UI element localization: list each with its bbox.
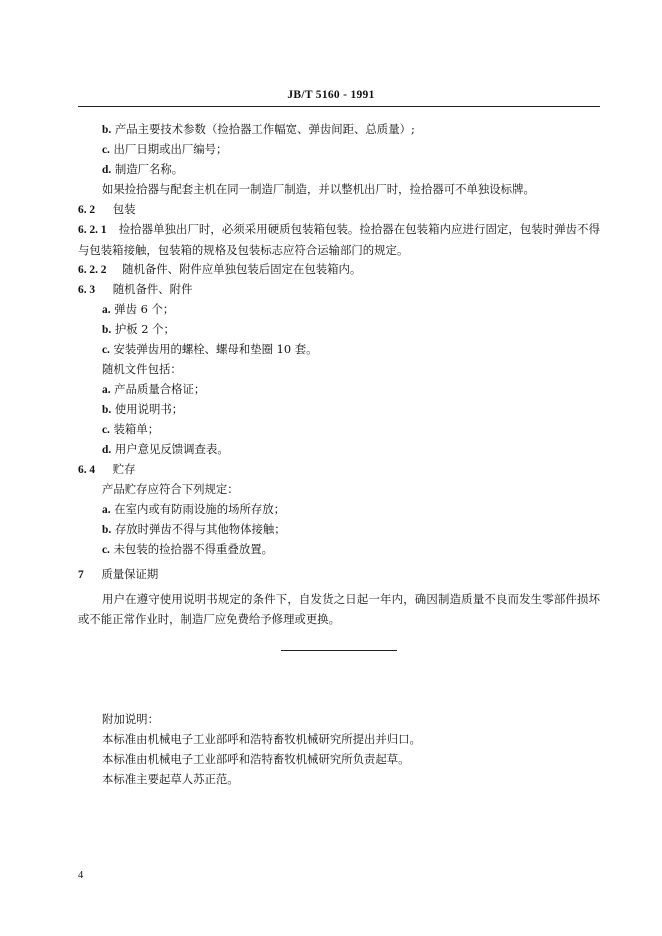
section-title: 贮存	[112, 462, 136, 476]
appendix-title: 附加说明：	[102, 712, 159, 726]
header-rule	[78, 106, 600, 107]
list-item	[102, 401, 183, 418]
list-item	[102, 341, 318, 358]
list-item-label: a.	[102, 504, 111, 516]
list-item-label: c.	[102, 544, 110, 556]
section-text: 捡拾器单独出厂时，必须采用硬质包装箱包装。捡拾器在包装箱内应进行固定，包装时弹齿不得与包装箱接触，包装箱的规格及包装标志应符合运输部门的规定。	[78, 222, 600, 257]
section-number: 6. 2	[78, 204, 96, 216]
list-item-label: a.	[102, 304, 111, 316]
appendix-line: 本标准由机械电子工业部呼和浩特畜牧机械研究所提出并归口。	[102, 732, 421, 746]
list-item-label: d.	[102, 444, 112, 456]
appendix-line: 本标准由机械电子工业部呼和浩特畜牧机械研究所负责起草。	[102, 752, 410, 766]
section-6-4-heading	[78, 461, 136, 478]
list-item-label: b.	[102, 524, 112, 536]
section-6-2-2-paragraph	[78, 261, 361, 278]
list-item-text: 护板 2 个；	[114, 322, 175, 336]
list-item-label: d.	[102, 164, 112, 176]
section-number: 7	[78, 569, 84, 581]
list-item	[102, 321, 175, 338]
list-item-text: 产品主要技术参数（捡拾器工作幅宽、弹齿间距、总质量）;	[114, 122, 415, 136]
list-item-text: 用户意见反馈调查表。	[114, 442, 229, 456]
list-item-text: 产品质量合格证；	[114, 382, 206, 396]
list-item	[102, 421, 159, 438]
list-item-label: b.	[102, 404, 112, 416]
list-item	[102, 381, 205, 398]
section-text: 随机备件、附件应单独包装后固定在包装箱内。	[122, 262, 362, 276]
list-item	[102, 141, 227, 158]
list-item	[102, 541, 273, 558]
list-item-text: 出厂日期或出厂编号；	[113, 142, 228, 156]
list-item-text: 装箱单；	[113, 422, 160, 436]
list-item	[102, 521, 286, 538]
list-item-label: b.	[102, 124, 112, 136]
section-number: 6. 2. 2	[78, 264, 107, 276]
section-7-heading	[78, 566, 158, 583]
list-item-label: c.	[102, 424, 110, 436]
storage-intro: 产品贮存应符合下列规定：	[102, 482, 239, 496]
section-number: 6. 2. 1	[78, 224, 107, 236]
list-item-label: a.	[102, 384, 111, 396]
list-item	[102, 301, 174, 318]
section-title: 包装	[112, 202, 136, 216]
list-item-label: b.	[102, 324, 112, 336]
list-item-text: 安装弹齿用的螺栓、螺母和垫圈 10 套。	[113, 342, 318, 356]
standard-code-header: JB/T 5160 - 1991	[287, 89, 375, 101]
section-7-paragraph: 用户在遵守使用说明书规定的条件下，自发货之日起一年内，确因制造质量不良而发生零部件损坏或不能正常作业时，制造厂应免费给予修理或更换。	[78, 592, 600, 626]
list-item-label: c.	[102, 344, 110, 356]
list-item	[102, 161, 183, 178]
section-title: 随机备件、附件	[112, 282, 193, 296]
docs-intro: 随机文件包括：	[102, 362, 182, 376]
list-item	[102, 501, 285, 518]
list-item	[102, 121, 415, 138]
section-title: 质量保证期	[101, 567, 159, 581]
list-item	[102, 441, 229, 458]
nameplate-note: 如果捡拾器与配套主机在同一制造厂制造，并以整机出厂时，捡拾器可不单独设标牌。	[102, 182, 535, 196]
list-item-text: 在室内或有防雨设施的场所存放；	[114, 502, 286, 516]
appendix-line: 本标准主要起草人苏正范。	[102, 772, 239, 786]
section-number: 6. 3	[78, 284, 96, 296]
list-item-label: c.	[102, 144, 110, 156]
section-6-2-heading	[78, 201, 136, 218]
section-6-2-1-paragraph	[78, 219, 600, 260]
list-item-text: 未包装的捡拾器不得重叠放置。	[113, 542, 274, 556]
list-item-text: 弹齿 6 个；	[114, 302, 175, 316]
page-number: 4	[78, 870, 84, 881]
section-6-3-heading	[78, 281, 192, 298]
end-of-text-rule	[281, 650, 397, 651]
list-item-text: 使用说明书；	[114, 402, 184, 416]
section-number: 6. 4	[78, 464, 96, 476]
list-item-text: 制造厂名称。	[114, 162, 184, 176]
list-item-text: 存放时弹齿不得与其他物体接触；	[114, 522, 286, 536]
